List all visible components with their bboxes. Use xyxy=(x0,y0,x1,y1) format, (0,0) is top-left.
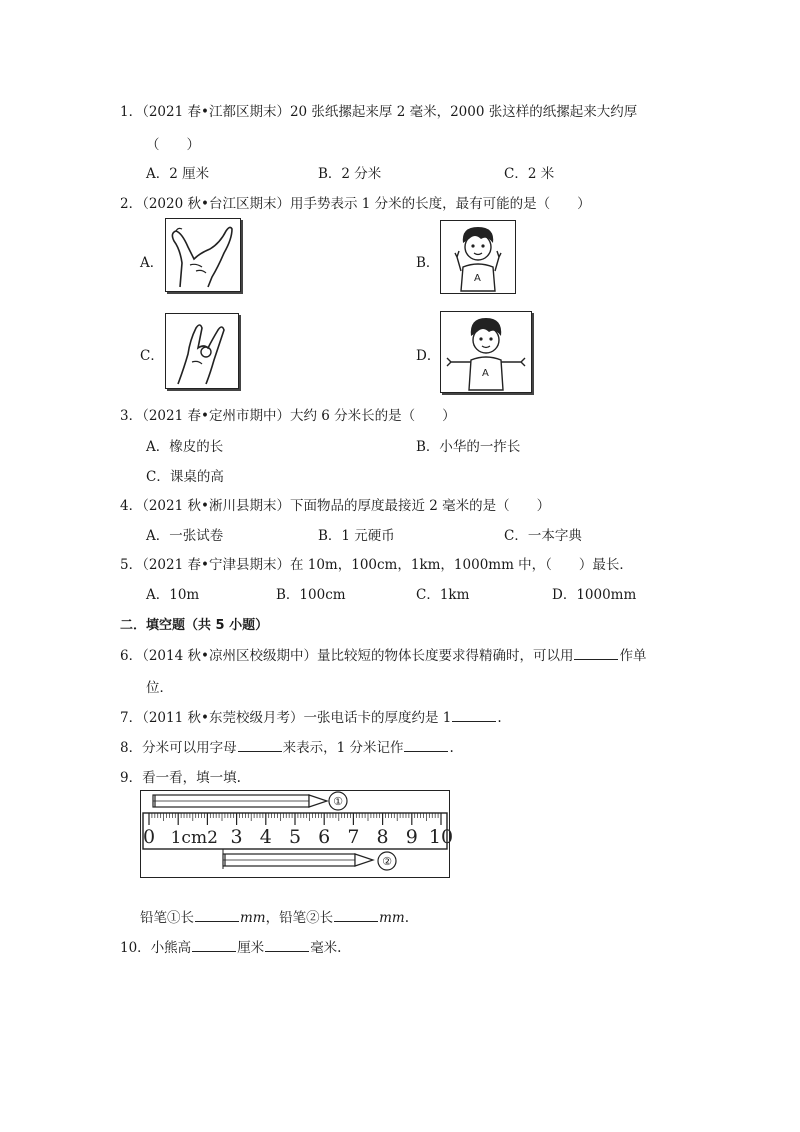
q6-line xyxy=(120,644,646,664)
q2-line xyxy=(120,192,591,212)
q1-option-a[interactable]: A．2 厘米 xyxy=(146,166,210,182)
ruler-tick-label: 0 xyxy=(142,826,156,848)
q9-blank-2[interactable] xyxy=(334,907,378,922)
q7-blank[interactable] xyxy=(452,707,496,722)
q9-answer-line xyxy=(140,906,409,926)
q2-option-d-image[interactable] xyxy=(440,311,532,393)
q10-blank-2[interactable] xyxy=(265,937,309,952)
q1-option-c[interactable]: C．2 米 xyxy=(504,166,555,182)
ruler-tick-label: 10 xyxy=(428,826,454,848)
ruler xyxy=(143,813,453,849)
q6-text-a: （2014 秋•凉州区校级期中）量比较短的物体长度要求得精确时，可以用 xyxy=(142,648,574,664)
ruler-tick-label: 1cm2 xyxy=(170,828,218,848)
q2-option-c-label[interactable]: C． xyxy=(140,348,164,364)
q7-text-a: （2011 秋•东莞校级月考）一张电话卡的厚度约是 1 xyxy=(142,710,452,726)
q1-answer-paren: （ ） xyxy=(146,137,200,153)
q3-line xyxy=(120,404,456,424)
q5-option-a[interactable]: A．10m xyxy=(146,587,200,603)
q5-option-b[interactable]: B．100cm xyxy=(276,587,346,603)
q8-text-a: 分米可以用字母 xyxy=(142,740,237,756)
q10-text-b: 厘米 xyxy=(237,940,265,956)
pencil-1-label: ① xyxy=(333,795,343,808)
ruler-tick-label: 8 xyxy=(376,826,389,848)
q8-text-b: 来表示，1 分米记作 xyxy=(282,740,404,756)
q9-text: 看一看，填一填. xyxy=(142,770,241,786)
q7-text-b: . xyxy=(497,710,502,726)
ruler-tick-label: 5 xyxy=(288,826,302,848)
q1-option-b[interactable]: B．2 分米 xyxy=(318,166,382,182)
q4-option-c[interactable]: C．一本字典 xyxy=(504,528,582,544)
pencil-2 xyxy=(223,849,396,870)
ruler-tick-label: 4 xyxy=(259,826,272,848)
q9-answer-a: 铅笔①长 xyxy=(140,910,194,926)
hand-gesture-c-icon xyxy=(166,314,238,388)
q9-answer-end: . xyxy=(404,910,410,926)
q10-number: 10． xyxy=(120,940,151,956)
q5-option-d[interactable]: D．1000mm xyxy=(552,587,637,603)
q8-blank-1[interactable] xyxy=(238,737,282,752)
ruler-figure xyxy=(140,790,454,878)
svg-text:A: A xyxy=(482,368,489,379)
q8-number: 8． xyxy=(120,740,143,756)
q3-option-b[interactable]: B．小华的一拃长 xyxy=(416,439,521,455)
section-2-heading: 二．填空题（共 5 小题） xyxy=(120,618,269,633)
q4-line xyxy=(120,494,550,514)
q2-option-b-label[interactable]: B． xyxy=(416,255,440,271)
q10-blank-1[interactable] xyxy=(192,937,236,952)
q10-text-c: 毫米. xyxy=(310,940,342,956)
q7-line xyxy=(120,706,502,726)
svg-text:A: A xyxy=(474,273,481,284)
q9-answer-b: ，铅笔②长 xyxy=(265,910,334,926)
boy-gesture-d-icon xyxy=(441,312,531,392)
pencil-1 xyxy=(153,792,347,810)
q5-number: 5． xyxy=(120,557,143,573)
q8-blank-2[interactable] xyxy=(404,737,448,752)
q10-line xyxy=(120,936,341,956)
q1-text: （2021 春•江都区期末）20 张纸摞起来厚 2 毫米，2000 张这样的纸摞起来大约厚 xyxy=(142,104,638,120)
pencil-2-label: ② xyxy=(382,855,392,868)
hand-gesture-a-icon xyxy=(166,219,240,291)
q4-option-a[interactable]: A．一张试卷 xyxy=(146,528,224,544)
q2-option-c-image[interactable] xyxy=(165,313,239,389)
q9-blank-1[interactable] xyxy=(195,907,239,922)
q6-text-b: 作单 xyxy=(619,648,647,664)
q3-option-a[interactable]: A．橡皮的长 xyxy=(146,439,224,455)
q5-option-c[interactable]: C．1km xyxy=(416,587,470,603)
boy-gesture-b-icon xyxy=(441,221,515,293)
q4-number: 4． xyxy=(120,498,143,514)
q6-number: 6． xyxy=(120,648,143,664)
q4-option-b[interactable]: B．1 元硬币 xyxy=(318,528,395,544)
q9-line xyxy=(120,766,241,786)
q1-number: 1． xyxy=(120,104,143,120)
q9-unit-1: mm xyxy=(240,910,266,926)
ruler-tick-label: 6 xyxy=(318,826,331,848)
ruler-tick-label: 9 xyxy=(405,826,418,848)
q1-line xyxy=(120,100,637,120)
ruler-tick-label: 7 xyxy=(347,826,360,848)
q5-line xyxy=(120,553,633,573)
q2-option-a-label[interactable]: A． xyxy=(140,255,164,271)
q9-unit-2: mm xyxy=(379,910,405,926)
ruler-pencil-diagram xyxy=(141,791,454,877)
q8-text-c: . xyxy=(449,740,454,756)
q3-option-c[interactable]: C．课桌的高 xyxy=(146,469,224,485)
q7-number: 7． xyxy=(120,710,143,726)
q3-text: （2021 春•定州市期中）大约 6 分米长的是（ ） xyxy=(142,408,456,424)
q2-text: （2020 秋•台江区期末）用手势表示 1 分米的长度，最有可能的是（ ） xyxy=(142,196,591,212)
q2-option-b-image[interactable] xyxy=(440,220,516,294)
q6-text-c: 位． xyxy=(146,680,173,696)
q2-option-d-label[interactable]: D． xyxy=(416,348,441,364)
q5-text: （2021 春•宁津县期末）在 10m，100cm，1km，1000mm 中，（ ）最长． xyxy=(142,557,633,573)
q8-line xyxy=(120,736,454,756)
q2-option-a-image[interactable] xyxy=(165,218,241,292)
q10-text-a: 小熊高 xyxy=(150,940,192,956)
q3-number: 3． xyxy=(120,408,143,424)
q4-text: （2021 秋•淅川县期末）下面物品的厚度最接近 2 毫米的是（ ） xyxy=(142,498,551,514)
q6-blank[interactable] xyxy=(574,645,618,660)
q2-number: 2． xyxy=(120,196,143,212)
ruler-tick-label: 3 xyxy=(230,826,243,848)
q9-number: 9． xyxy=(120,770,143,786)
